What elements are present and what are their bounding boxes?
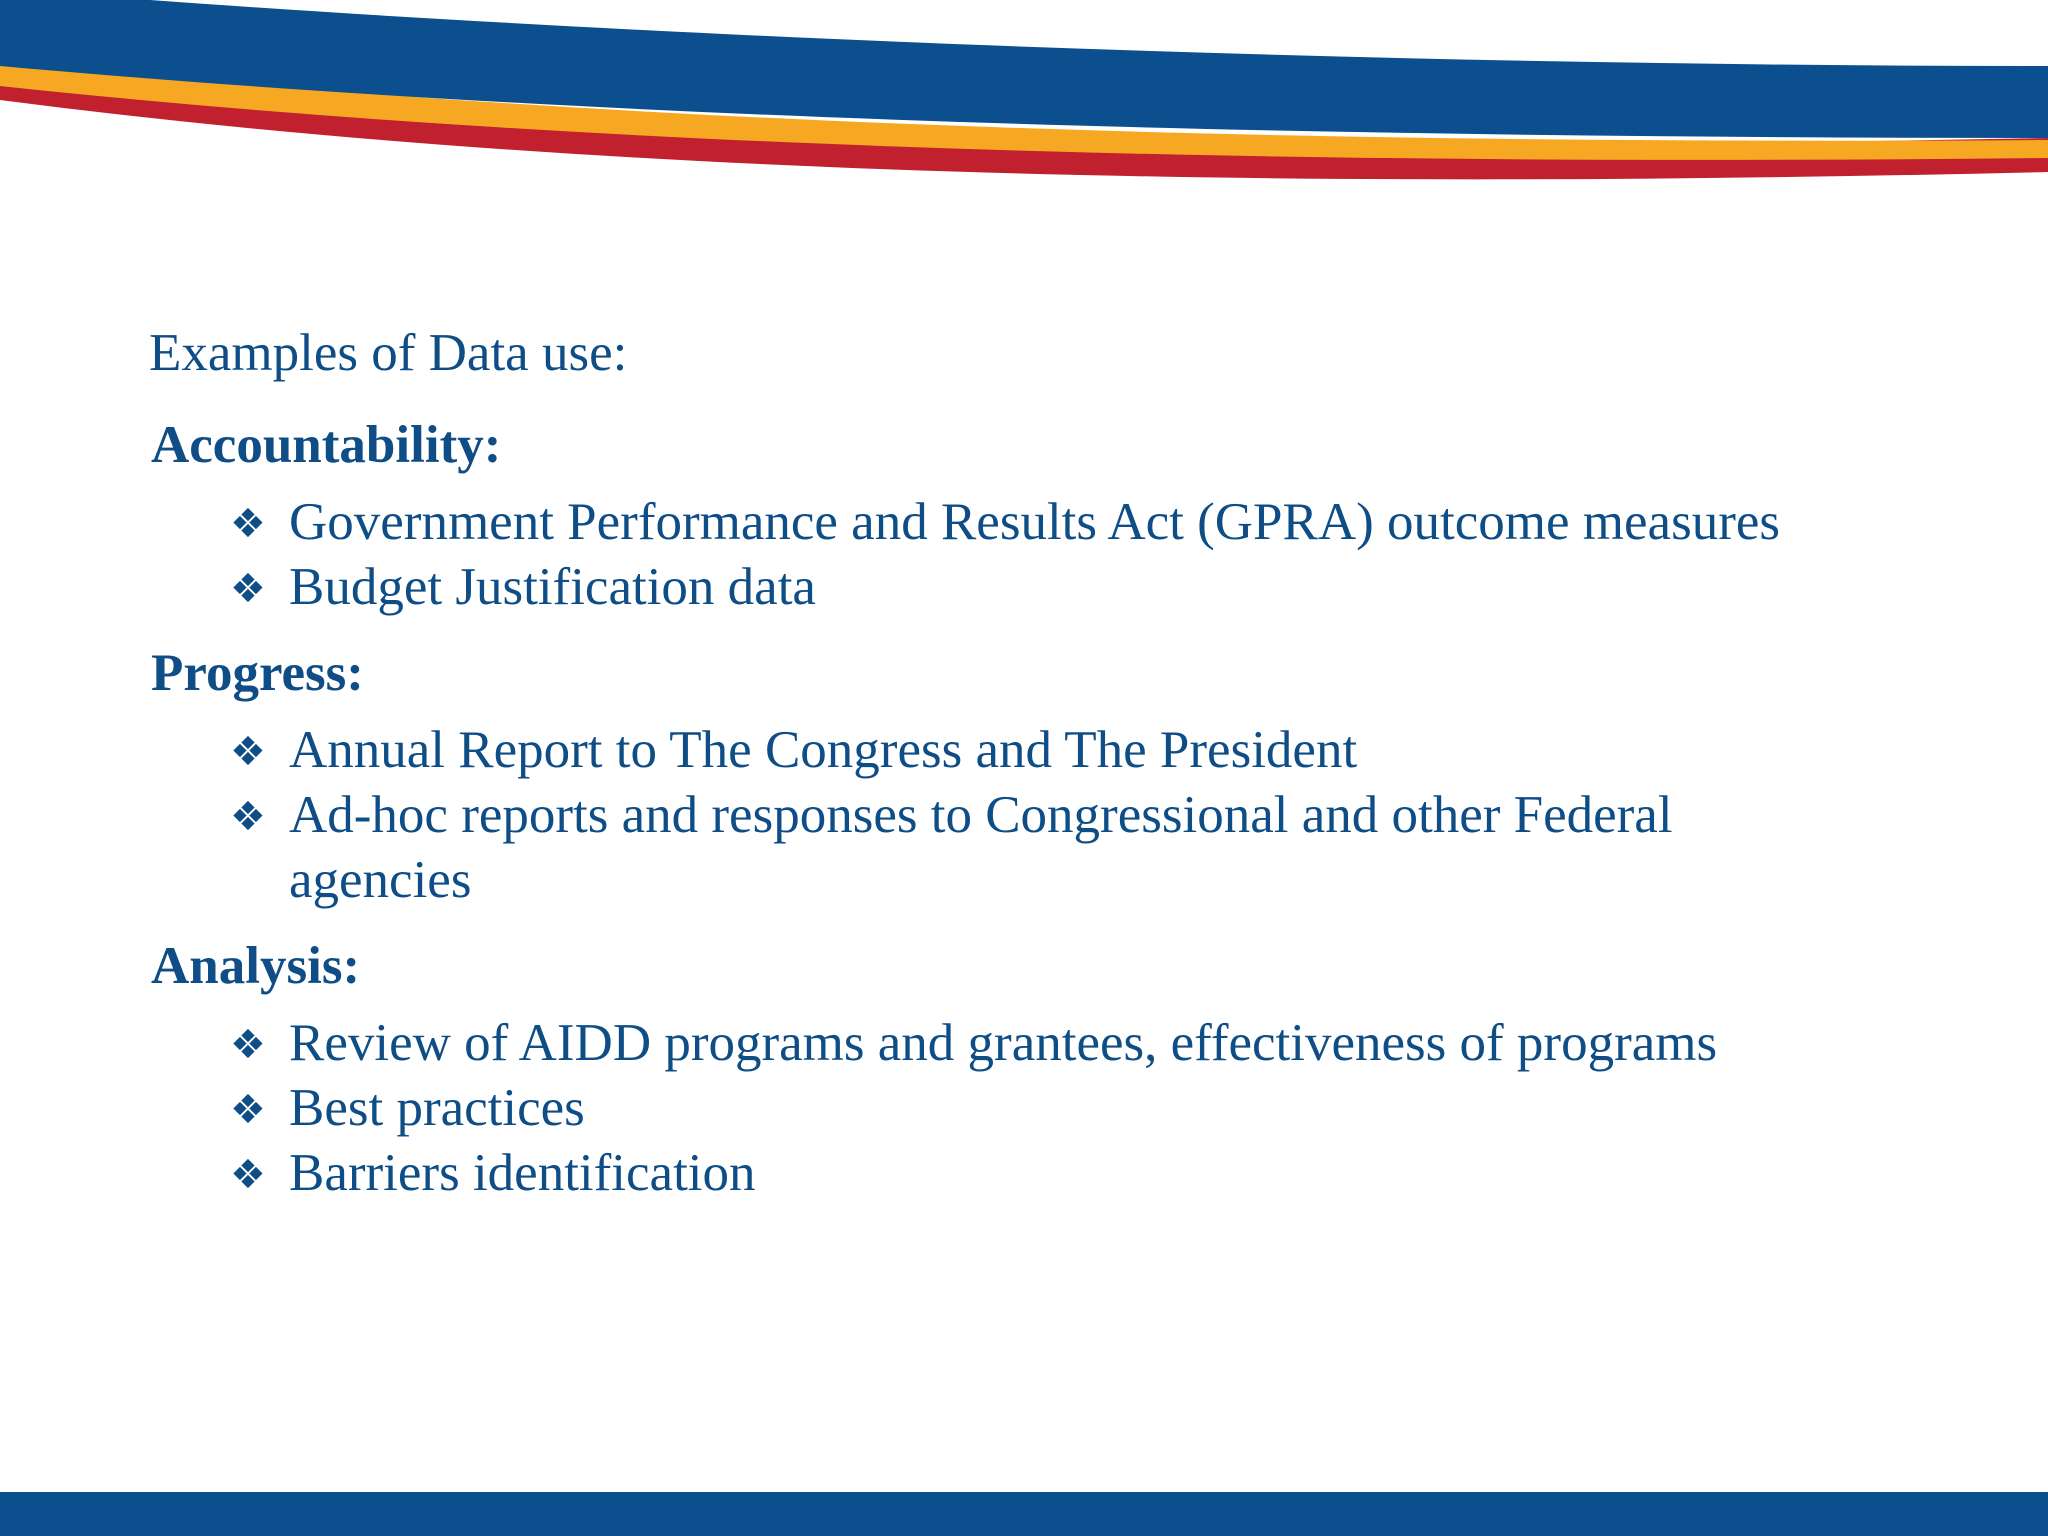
bullet-item xyxy=(230,1011,1999,1076)
bullet-item xyxy=(230,1076,1999,1141)
four-diamond-bullet-icon: ❖ xyxy=(230,1087,266,1133)
bullet-list-progress xyxy=(149,718,1999,913)
section-title-analysis: Analysis: xyxy=(151,937,361,995)
bullet-item xyxy=(230,490,1999,555)
four-diamond-bullet-icon: ❖ xyxy=(230,566,266,612)
bullet-item xyxy=(230,783,1829,913)
bullet-text: Budget Justification data xyxy=(289,558,816,616)
header-swoosh-banner xyxy=(0,0,2048,200)
section-analysis xyxy=(149,933,1999,1206)
bullet-item xyxy=(230,718,1999,783)
four-diamond-bullet-icon: ❖ xyxy=(230,794,266,840)
footer-bar xyxy=(0,1492,2048,1536)
four-diamond-bullet-icon: ❖ xyxy=(230,1022,266,1068)
four-diamond-bullet-icon: ❖ xyxy=(230,729,266,775)
section-title-accountability: Accountability: xyxy=(151,416,502,474)
four-diamond-bullet-icon: ❖ xyxy=(230,501,266,547)
section-accountability xyxy=(149,412,1999,620)
bullet-text: Ad-hoc reports and responses to Congressional and other Federal agencies xyxy=(289,786,1673,909)
section-title-progress: Progress: xyxy=(151,644,364,702)
bullet-text: Best practices xyxy=(289,1079,585,1137)
bullet-text: Annual Report to The Congress and The President xyxy=(289,721,1358,779)
slide-content xyxy=(149,318,1999,1226)
bullet-list-accountability xyxy=(149,490,1999,620)
bullet-item xyxy=(230,555,1999,620)
bullet-text: Review of AIDD programs and grantees, effectiveness of programs xyxy=(289,1014,1718,1072)
four-diamond-bullet-icon: ❖ xyxy=(230,1152,266,1198)
bullet-item xyxy=(230,1141,1999,1206)
bullet-text: Barriers identification xyxy=(289,1144,756,1202)
intro-heading: Examples of Data use: xyxy=(149,324,628,382)
bullet-text: Government Performance and Results Act (GPRA) outcome measures xyxy=(289,493,1780,551)
section-progress xyxy=(149,640,1999,913)
bullet-list-analysis xyxy=(149,1011,1999,1206)
